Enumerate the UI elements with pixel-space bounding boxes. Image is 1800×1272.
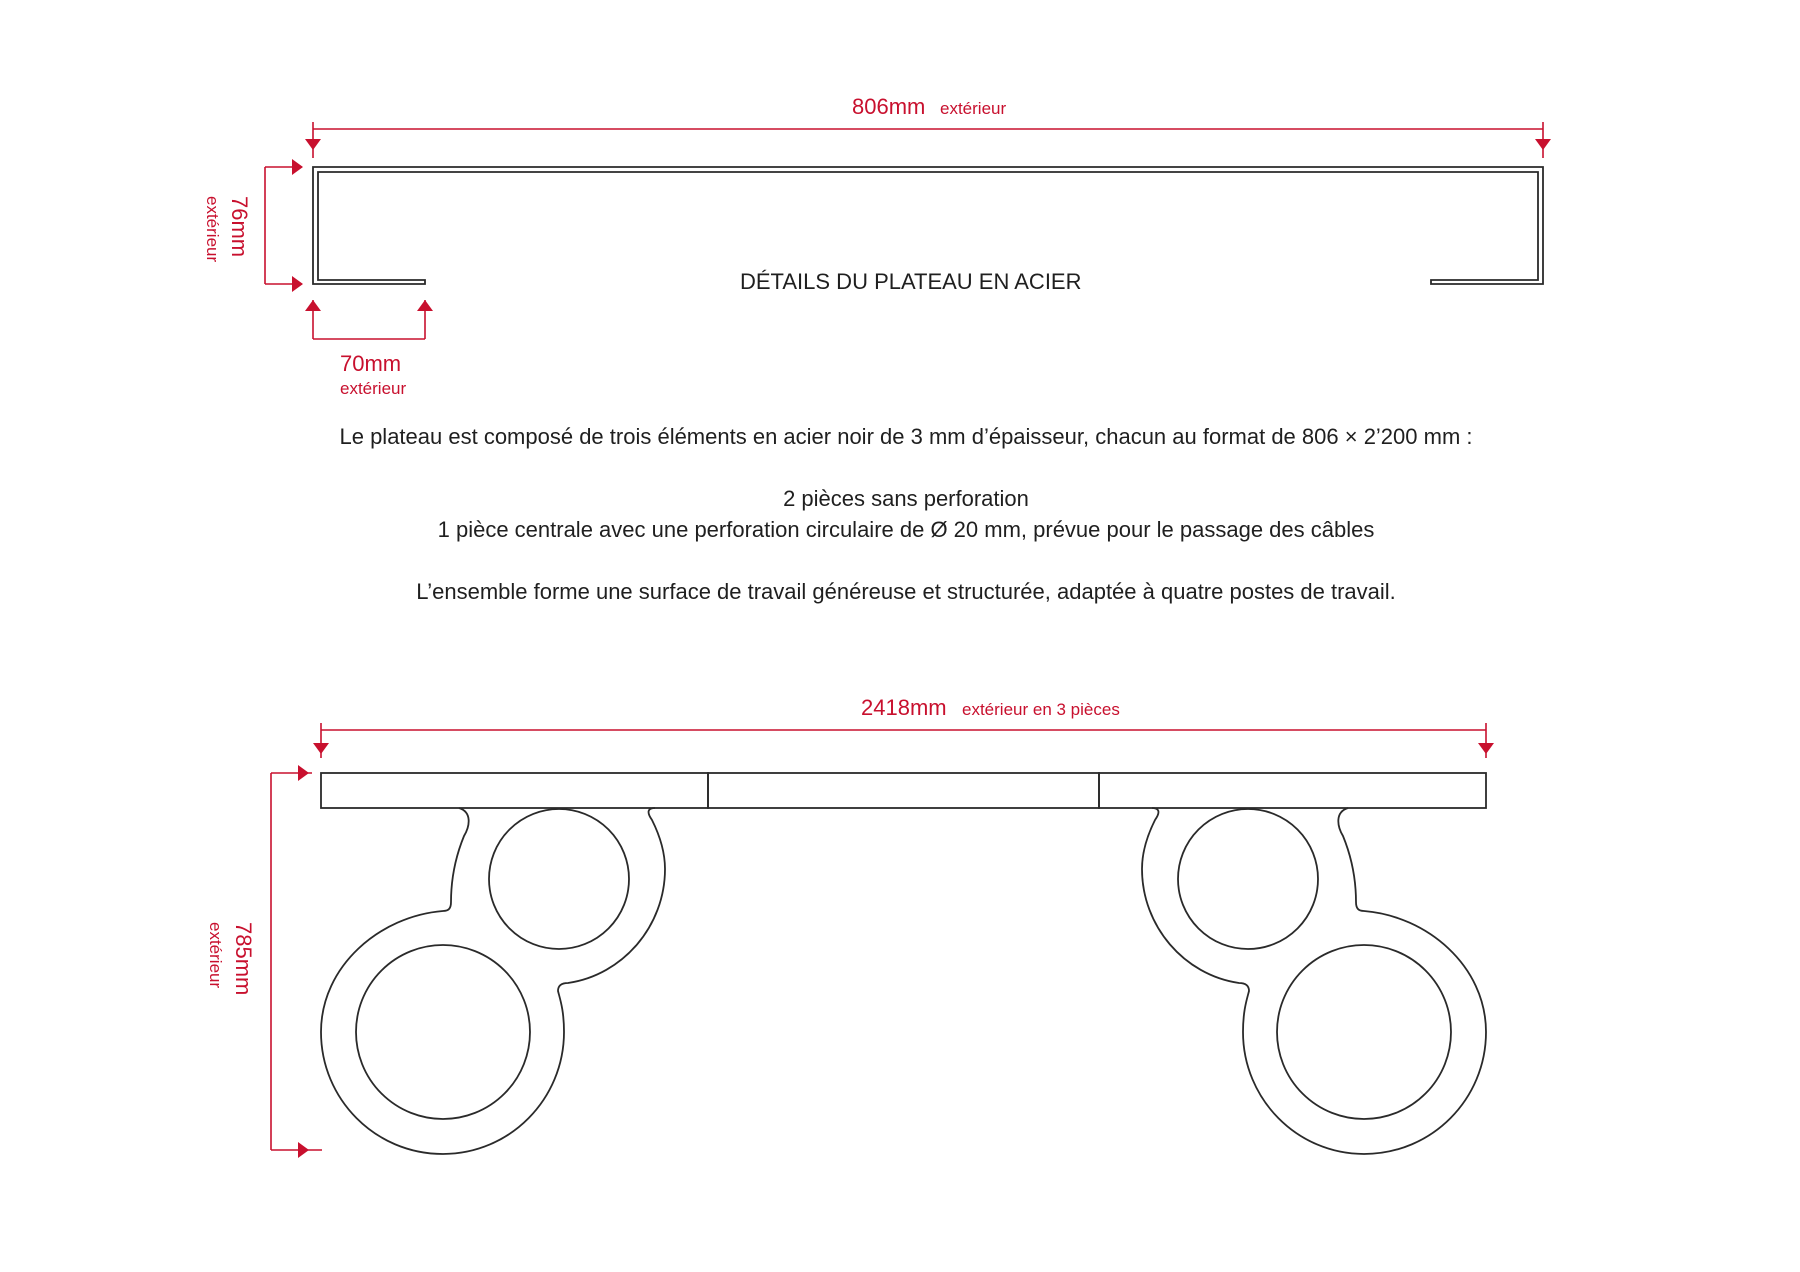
dimension-top-lip-value: 70mm — [340, 351, 402, 376]
dimension-total-length-value: 2418mm — [861, 695, 947, 720]
dimension-top-height — [203, 159, 303, 292]
description-line-2: 2 pièces sans perforation — [783, 486, 1029, 511]
leg-right — [1142, 808, 1486, 1154]
dimension-total-length — [313, 695, 1494, 758]
dimension-top-lip — [305, 300, 433, 398]
front-view-section — [206, 695, 1494, 1158]
dimension-top-width-value: 806mm — [852, 94, 926, 119]
dimension-top-height-note: extérieur — [203, 196, 222, 263]
dimension-top-height-value: 76mm — [227, 196, 252, 258]
description — [339, 424, 1472, 604]
diagram-title: DÉTAILS DU PLATEAU EN ACIER — [740, 269, 1082, 294]
dimension-total-height-note: extérieur — [206, 922, 225, 989]
leg-right-hole-small — [1178, 809, 1318, 949]
leg-left-hole-large — [356, 945, 530, 1119]
leg-left — [321, 808, 665, 1154]
profile-section — [203, 94, 1551, 398]
description-line-3: 1 pièce centrale avec une perforation circulaire de Ø 20 mm, prévue pour le passage des câbles — [437, 517, 1375, 542]
dimension-total-height — [206, 765, 322, 1158]
dimension-top-width — [305, 94, 1551, 158]
dimension-total-height-value: 785mm — [231, 922, 256, 996]
leg-left-hole-small — [489, 809, 629, 949]
tabletop-piece-center — [708, 773, 1099, 808]
steel-profile-outline — [313, 167, 1543, 284]
dimension-total-length-note: extérieur en 3 pièces — [962, 700, 1120, 719]
dimension-top-lip-note: extérieur — [340, 379, 407, 398]
leg-right-hole-large — [1277, 945, 1451, 1119]
description-line-1: Le plateau est composé de trois éléments en acier noir de 3 mm d’épaisseur, chacun au format de 806 × 2’200 mm : — [339, 424, 1473, 449]
tabletop-piece-left — [321, 773, 708, 808]
description-line-4: L’ensemble forme une surface de travail généreuse et structurée, adaptée à quatre postes de travail. — [416, 579, 1396, 604]
dimension-top-width-note: extérieur — [940, 99, 1007, 118]
tabletop-piece-right — [1099, 773, 1486, 808]
